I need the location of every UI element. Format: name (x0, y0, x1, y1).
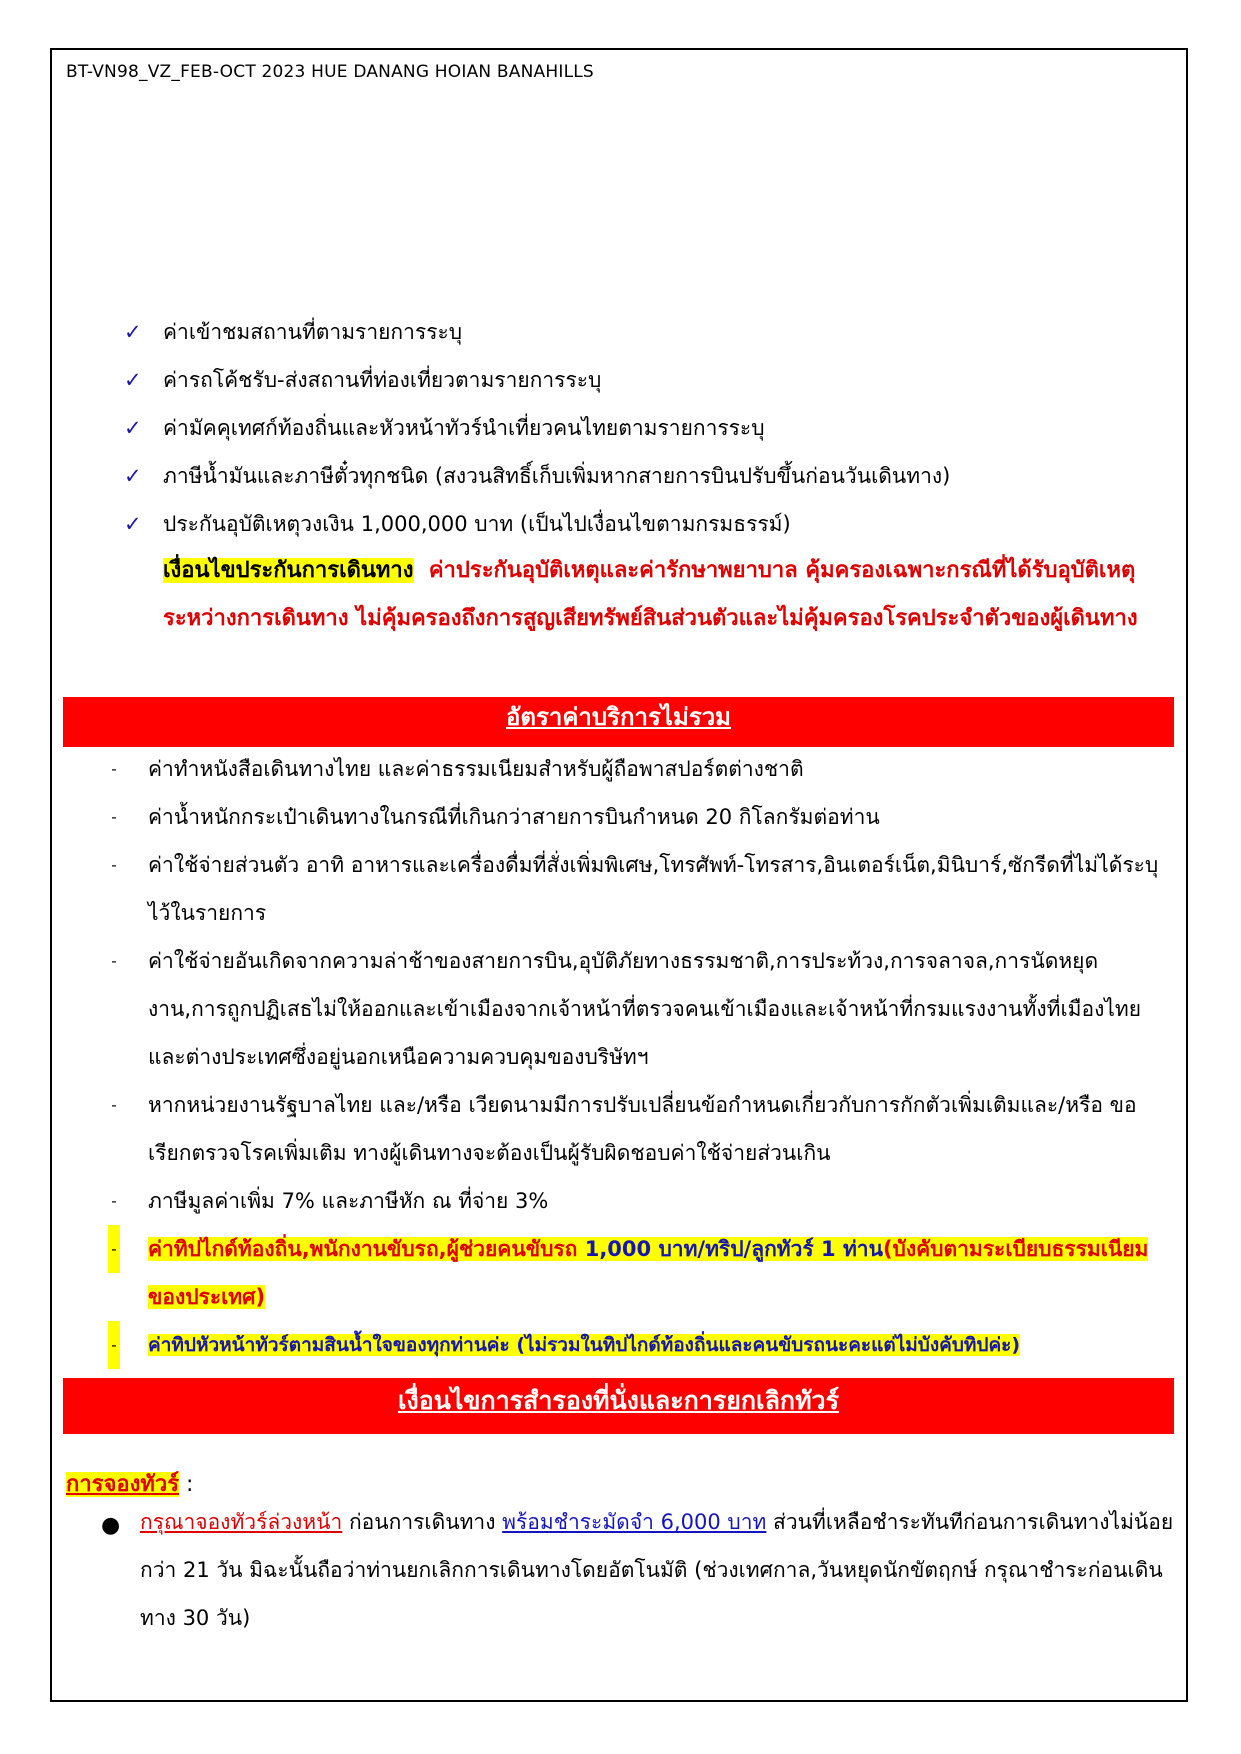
excluded-item-text: ค่าใช้จ่ายส่วนตัว อาทิ อาหารและเครื่องดื่มที่สั่งเพิ่มพิเศษ,โทรศัพท์-โทรสาร,อินเตอร์เน็ต,มินิบาร์,ซักรีดที่ไม่ได้ระบุไว้ในรายการ (148, 853, 1159, 925)
booking-text (140, 1498, 1174, 1642)
check-icon: ✓ (124, 368, 142, 392)
included-item-text: ค่าเข้าชมสถานที่ตามรายการระบุ (163, 320, 463, 344)
excluded-item-text: ภาษีมูลค่าเพิ่ม 7% และภาษีหัก ณ ที่จ่าย 3% (148, 1189, 549, 1213)
included-item-text: ค่ารถโค้ชรับ-ส่งสถานที่ท่องเที่ยวตามรายการระบุ (163, 368, 602, 392)
dash-marker: - (111, 760, 117, 778)
insurance-condition-text: ค่าประกันอุบัติเหตุและค่ารักษาพยาบาล คุ้มครองเฉพาะกรณีที่ได้รับอุบัติเหตุระหว่างการเดินทาง ไม่คุ้มครองถึงการสูญเสียทรัพย์สินส่วนตัวและไม่คุ้มครองโรคประจำตัวของผู้เดินทาง (163, 558, 1138, 631)
excluded-item-text: ค่าน้ำหนักกระเป๋าเดินทางในกรณีที่เกินกว่าสายการบินกำหนด 20 กิโลกรัมต่อท่าน (148, 805, 880, 829)
check-icon: ✓ (124, 512, 142, 536)
tip-leader-text (148, 1321, 1174, 1369)
document-code: BT-VN98_VZ_FEB-OCT 2023 HUE DANANG HOIAN BANAHILLS (66, 62, 594, 82)
booking-text-2: ส่วนที่เหลือชำระทันทีก่อนการเดินทางไม่น้อยกว่า 21 วัน มิฉะนั้นถือว่าท่านยกเลิกการเดินทางโดยอัตโนมัติ (ช่วงเทศกาล,วันหยุดนักขัตฤกษ์ กรุณาชำระก่อนเดินทาง 30 วัน) (140, 1510, 1174, 1630)
dash-marker: - (111, 1192, 117, 1210)
tip-guide-part2: (บังคับตามระเบียบธรรมเนียมของประเทศ) (148, 1237, 1149, 1309)
booking-text-1: ก่อนการเดินทาง (342, 1510, 503, 1534)
booking-label-line (66, 1468, 193, 1502)
booking-label-colon: : (179, 1472, 194, 1497)
dash-marker: - (108, 1225, 120, 1273)
deposit-link[interactable]: พร้อมชำระมัดจำ 6,000 บาท (502, 1510, 767, 1534)
tip-guide-part1: ค่าทิปไกด์ท้องถิ่น,พนักงานขับรถ,ผู้ช่วยคนขับรถ (148, 1237, 585, 1261)
dash-marker: - (111, 1096, 117, 1114)
insurance-condition-label: เงื่อนไขประกันการเดินทาง (163, 558, 414, 583)
bullet-icon: ● (101, 1513, 121, 1538)
dash-marker: - (111, 808, 117, 826)
excluded-item-text: ค่าใช้จ่ายอันเกิดจากความล่าช้าของสายการบิน,อุบัติภัยทางธรรมชาติ,การประท้วง,การจลาจล,การนัดหยุดงาน,การถูกปฏิเสธไม่ให้ออกและเข้าเมืองจากเจ้าหน้าที่ตรวจคนเข้าเมืองและเจ้าหน้าที่กรมแรงงานทั้งที่เมืองไทยและต่างประเทศซึ่งอยู่นอกเหนือความควบคุมของบริษัทฯ (148, 949, 1142, 1069)
tip-guide-text (148, 1225, 1174, 1321)
insurance-condition (163, 547, 1173, 643)
dash-marker: - (108, 1321, 120, 1369)
check-icon: ✓ (124, 464, 142, 488)
booking-header: เงื่อนไขการสำรองที่นั่งและการยกเลิกทัวร์ (63, 1378, 1174, 1434)
dash-marker: - (111, 952, 117, 970)
excluded-item-text: หากหน่วยงานรัฐบาลไทย และ/หรือ เวียดนามมีการปรับเปลี่ยนข้อกำหนดเกี่ยวกับการกักตัวเพิ่มเติมและ/หรือ ขอเรียกตรวจโรคเพิ่มเติม ทางผู้เดินทางจะต้องเป็นผู้รับผิดชอบค่าใช้จ่ายส่วนเกิน (148, 1093, 1137, 1165)
excluded-header: อัตราค่าบริการไม่รวม (63, 697, 1174, 747)
check-icon: ✓ (124, 416, 142, 440)
tip-leader: ค่าทิปหัวหน้าทัวร์ตามสินน้ำใจของทุกท่านค่ะ (ไม่รวมในทิปไกด์ท้องถิ่นและคนขับรถนะคะแต่ไม่บังคับทิปค่ะ) (148, 1334, 1021, 1356)
book-in-advance-link[interactable]: กรุณาจองทัวร์ล่วงหน้า (140, 1510, 343, 1534)
check-icon: ✓ (124, 320, 142, 344)
booking-label: การจองทัวร์ (66, 1472, 180, 1497)
included-item-text: ค่ามัคคุเทศก์ท้องถิ่นและหัวหน้าทัวร์นำเที่ยวคนไทยตามรายการระบุ (163, 416, 765, 440)
included-item-text: ประกันอุบัติเหตุวงเงิน 1,000,000 บาท (เป็นไปเงื่อนไขตามกรมธรรม์) (163, 512, 791, 536)
dash-marker: - (111, 856, 117, 874)
excluded-item-text: ค่าทำหนังสือเดินทางไทย และค่าธรรมเนียมสำหรับผู้ถือพาสปอร์ตต่างชาติ (148, 757, 804, 781)
included-item-text: ภาษีน้ำมันและภาษีตั๋วทุกชนิด (สงวนสิทธิ์เก็บเพิ่มหากสายการบินปรับขึ้นก่อนวันเดินทาง) (163, 464, 951, 488)
tip-guide-amount: 1,000 บาท/ทริป/ลูกทัวร์ 1 ท่าน (584, 1237, 883, 1261)
